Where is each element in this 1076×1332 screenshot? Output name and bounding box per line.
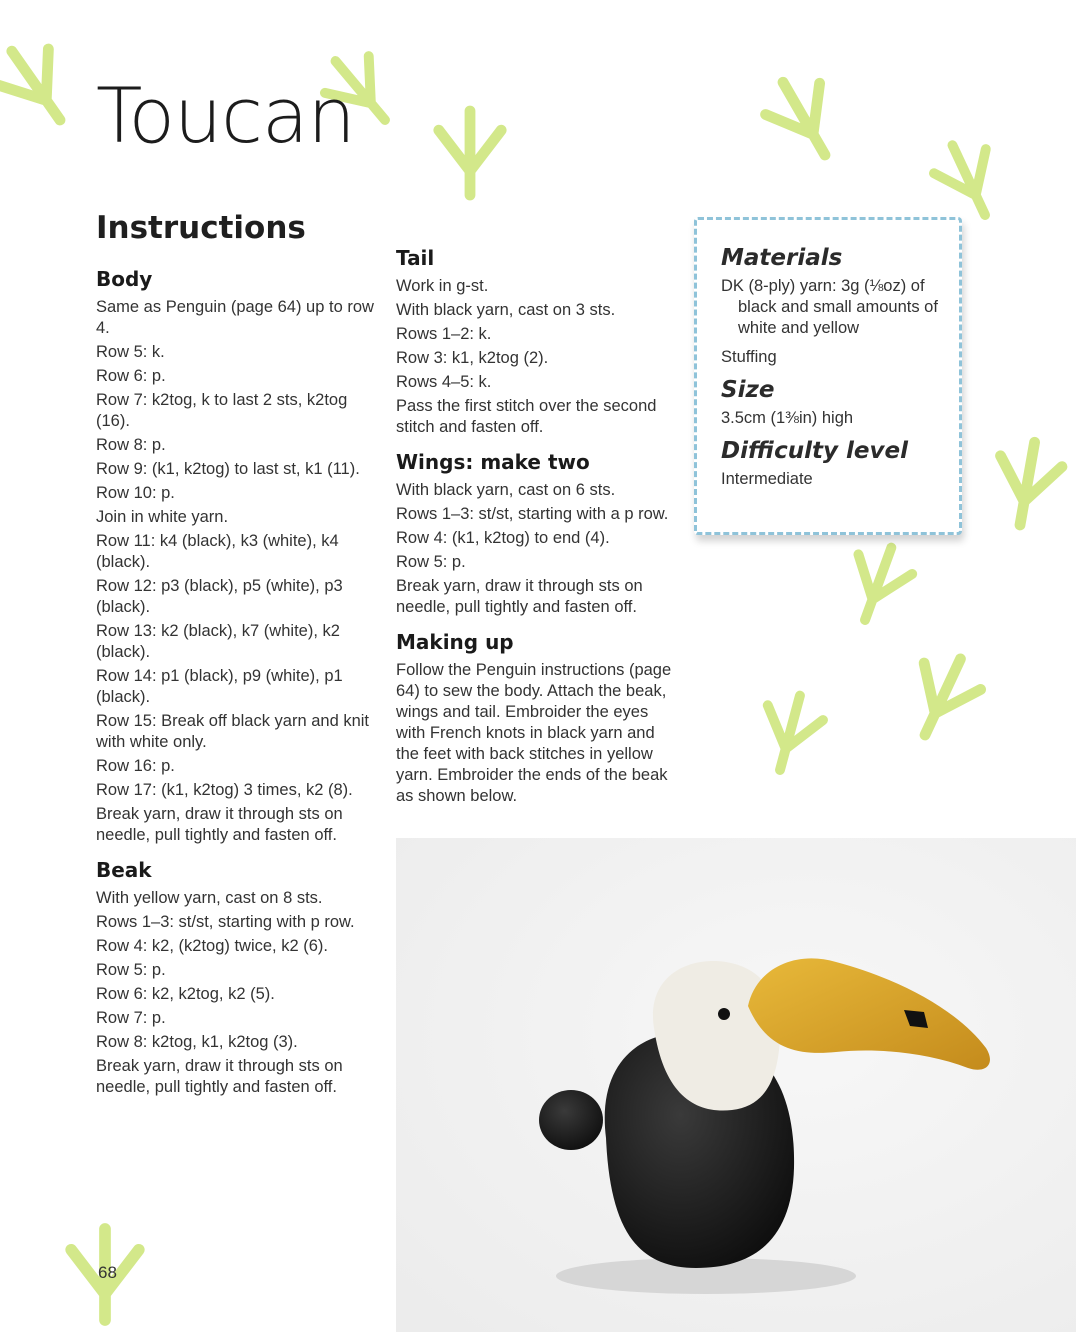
materials-box <box>694 217 962 535</box>
instructions-heading: Instructions <box>96 210 306 246</box>
instruction-line: With black yarn, cast on 6 sts. <box>396 481 616 499</box>
instruction-line: Row 17: (k1, k2tog) 3 times, k2 (8). <box>96 781 353 799</box>
yarn-requirement: DK (8-ply) yarn: 3g (⅛oz) of black and small amounts of white and yellow <box>721 277 938 337</box>
instruction-line: Row 3: k1, k2tog (2). <box>396 349 549 367</box>
instructions-column-left <box>96 265 376 1101</box>
instruction-line: Break yarn, draw it through sts on needle, pull tightly and fasten off. <box>96 1057 343 1096</box>
instruction-line: Rows 1–2: k. <box>396 325 492 343</box>
footprint-icon <box>838 538 918 630</box>
instruction-line: Row 5: k. <box>96 343 165 361</box>
stuffing-requirement: Stuffing <box>721 348 777 366</box>
instructions-column-middle <box>396 244 676 810</box>
instruction-line: Row 8: p. <box>96 436 166 454</box>
instruction-line: With yellow yarn, cast on 8 sts. <box>96 889 323 907</box>
difficulty-value: Intermediate <box>721 470 813 488</box>
instruction-line: Break yarn, draw it through sts on needle, pull tightly and fasten off. <box>396 577 643 616</box>
instruction-line: Rows 1–3: st/st, starting with p row. <box>96 913 355 931</box>
page-number: 68 <box>98 1263 117 1282</box>
footprint-icon <box>756 67 852 171</box>
instruction-line: Work in g-st. <box>396 277 489 295</box>
instruction-line: Pass the first stitch over the second stitch and fasten off. <box>396 397 657 436</box>
footprint-icon <box>897 646 989 749</box>
size-heading: Size <box>721 377 775 403</box>
instruction-line: Row 8: k2tog, k1, k2tog (3). <box>96 1033 298 1051</box>
instruction-line: Join in white yarn. <box>96 508 229 526</box>
instruction-line: Rows 1–3: st/st, starting with a p row. <box>396 505 669 523</box>
instruction-line: Row 10: p. <box>96 484 175 502</box>
making-up-text: Follow the Penguin instructions (page 64) to sew the body. Attach the beak, wings and tail. Embroider the eyes with French knots in black yarn and the feet with back stitches in yellow yarn. Embroider the ends of the beak as shown below. <box>396 661 672 805</box>
instruction-line: Row 4: (k1, k2tog) to end (4). <box>396 529 610 547</box>
instruction-line: Break yarn, draw it through sts on needle, pull tightly and fasten off. <box>96 805 343 844</box>
instruction-line: Row 16: p. <box>96 757 175 775</box>
footprint-icon <box>752 688 827 777</box>
instruction-line: Same as Penguin (page 64) up to row 4. <box>96 298 374 337</box>
wings-heading: Wings: make two <box>396 450 590 474</box>
toucan-eye <box>718 1008 730 1020</box>
instruction-line: Row 6: k2, k2tog, k2 (5). <box>96 985 275 1003</box>
footprint-icon <box>927 133 1011 227</box>
toucan-photo <box>396 838 1076 1332</box>
footprint-icon <box>439 111 501 195</box>
instruction-line: Row 14: p1 (black), p9 (white), p1 (black). <box>96 667 343 706</box>
footprint-icon <box>0 33 86 138</box>
instruction-line: Row 15: Break off black yarn and knit with white only. <box>96 712 370 751</box>
making-up-heading: Making up <box>396 630 514 654</box>
tail-heading: Tail <box>396 246 435 270</box>
toucan-tail <box>539 1090 603 1150</box>
instruction-line: Row 7: k2tog, k to last 2 sts, k2tog (16). <box>96 391 348 430</box>
body-heading: Body <box>96 267 153 291</box>
instruction-line: Row 13: k2 (black), k7 (white), k2 (black). <box>96 622 340 661</box>
instruction-line: Row 12: p3 (black), p5 (white), p3 (black). <box>96 577 343 616</box>
materials-heading: Materials <box>721 245 843 271</box>
instruction-line: Row 5: p. <box>396 553 466 571</box>
instruction-line: Row 4: k2, (k2tog) twice, k2 (6). <box>96 937 328 955</box>
instruction-line: Row 9: (k1, k2tog) to last st, k1 (11). <box>96 460 360 478</box>
size-value: 3.5cm (1⅜in) high <box>721 409 854 427</box>
beak-heading: Beak <box>96 858 152 882</box>
instruction-line: Rows 4–5: k. <box>396 373 492 391</box>
instruction-line: Row 5: p. <box>96 961 166 979</box>
page-title: Toucan <box>96 71 355 160</box>
footprint-icon <box>989 437 1065 531</box>
instruction-line: With black yarn, cast on 3 sts. <box>396 301 616 319</box>
instruction-line: Row 11: k4 (black), k3 (white), k4 (black). <box>96 532 339 571</box>
instruction-line: Row 6: p. <box>96 367 166 385</box>
instruction-line: Row 7: p. <box>96 1009 166 1027</box>
difficulty-heading: Difficulty level <box>721 438 908 464</box>
